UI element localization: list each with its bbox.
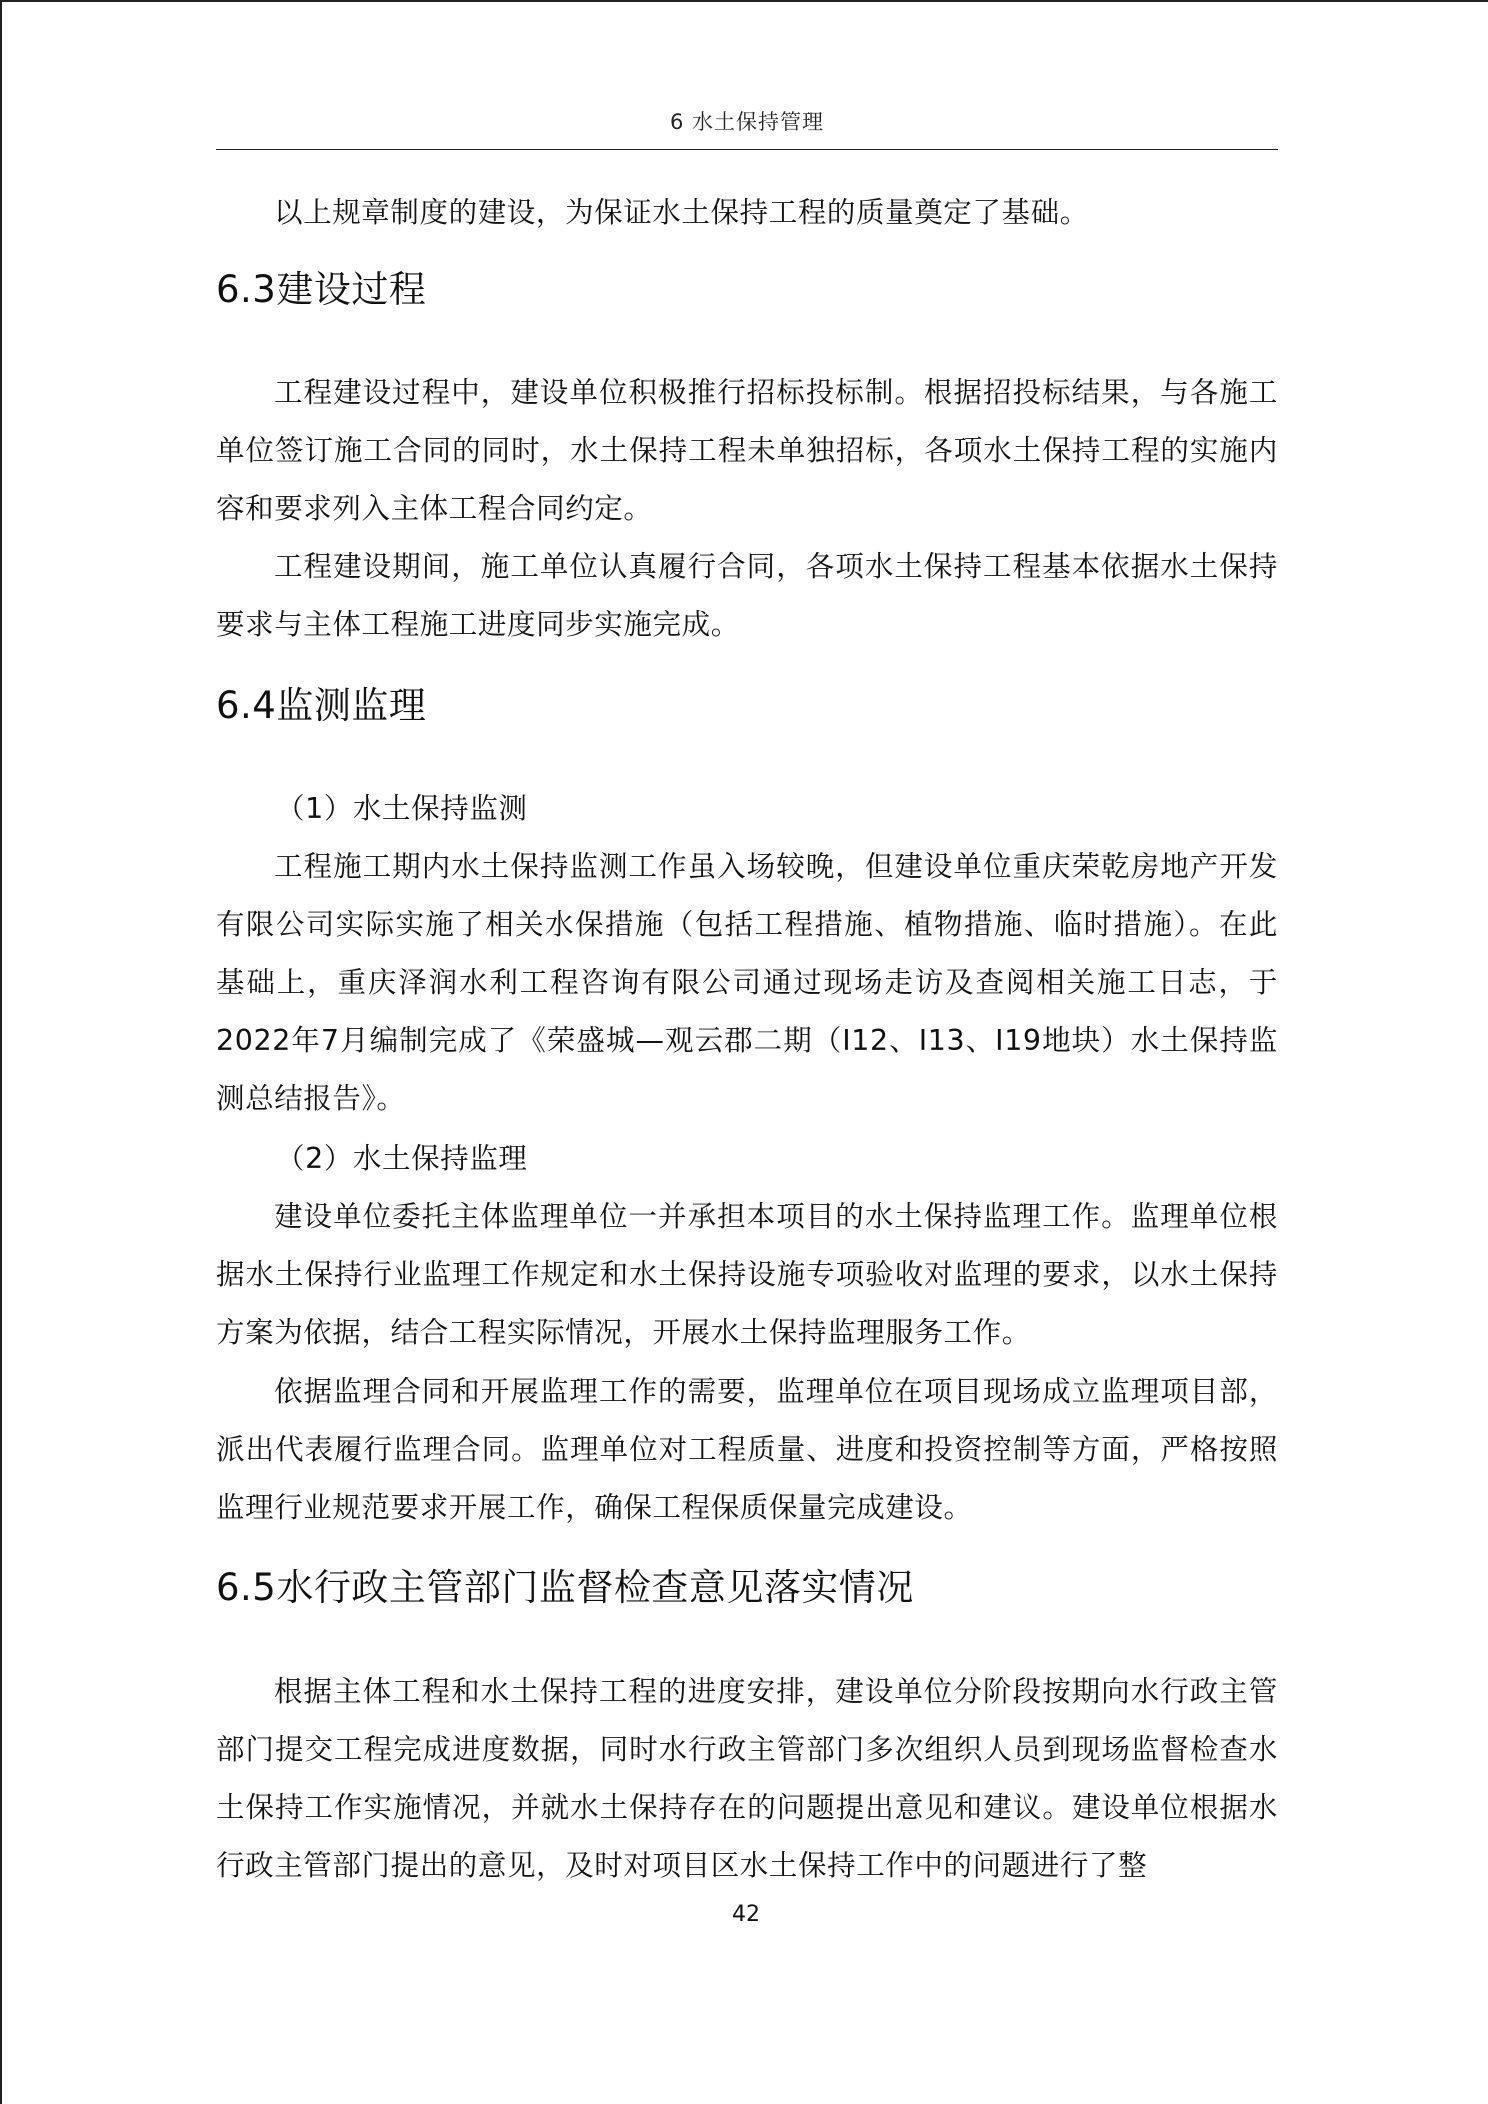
paragraph-intro: 以上规章制度的建设，为保证水土保持工程的质量奠定了基础。	[274, 196, 1089, 229]
header-rule	[216, 149, 1278, 150]
section-heading-6-4: 6.4监测监理	[216, 684, 427, 727]
subheading-monitoring: （1）水土保持监测	[276, 792, 528, 825]
page-number: 42	[732, 1902, 760, 1927]
running-header: 6 水土保持管理	[669, 110, 825, 134]
paragraph-6-3-1: 工程建设过程中，建设单位积极推行招标投标制。根据招投标结果，与各施工单位签订施工合同的同时，水土保持工程未单独招标，各项水土保持工程的实施内容和要求列入主体工程合同约定。	[216, 376, 1278, 525]
paragraph-6-4-1: 工程施工期内水土保持监测工作虽入场较晚，但建设单位重庆荣乾房地产开发有限公司实际实施了相关水保措施（包括工程措施、植物措施、临时措施）。在此基础上，重庆泽润水利工程咨询有限公司通过现场走访及查阅相关施工日志，于2022年7月编制完成了《荣盛城—观云郡二期（I12、I13、I19地块）水土保持监测总结报告》。	[216, 850, 1278, 1115]
section-heading-6-3: 6.3建设过程	[216, 268, 427, 311]
subheading-supervision: （2）水土保持监理	[276, 1142, 528, 1175]
paragraph-6-4-3: 依据监理合同和开展监理工作的需要，监理单位在项目现场成立监理项目部，派出代表履行监理合同。监理单位对工程质量、进度和投资控制等方面，严格按照监理行业规范要求开展工作，确保工程保质保量完成建设。	[216, 1375, 1278, 1524]
paragraph-6-3-2: 工程建设期间，施工单位认真履行合同，各项水土保持工程基本依据水土保持要求与主体工程施工进度同步实施完成。	[216, 550, 1278, 641]
paragraph-6-4-2: 建设单位委托主体监理单位一并承担本项目的水土保持监理工作。监理单位根据水土保持行业监理工作规定和水土保持设施专项验收对监理的要求，以水土保持方案为依据，结合工程实际情况，开展水土保持监理服务工作。	[216, 1200, 1278, 1349]
section-heading-6-5: 6.5水行政主管部门监督检查意见落实情况	[216, 1566, 914, 1609]
paragraph-6-5-1: 根据主体工程和水土保持工程的进度安排，建设单位分阶段按期向水行政主管部门提交工程完成进度数据，同时水行政主管部门多次组织人员到现场监督检查水土保持工作实施情况，并就水土保持存在的问题提出意见和建议。建设单位根据水行政主管部门提出的意见，及时对项目区水土保持工作中的问题进行了整	[216, 1675, 1278, 1882]
